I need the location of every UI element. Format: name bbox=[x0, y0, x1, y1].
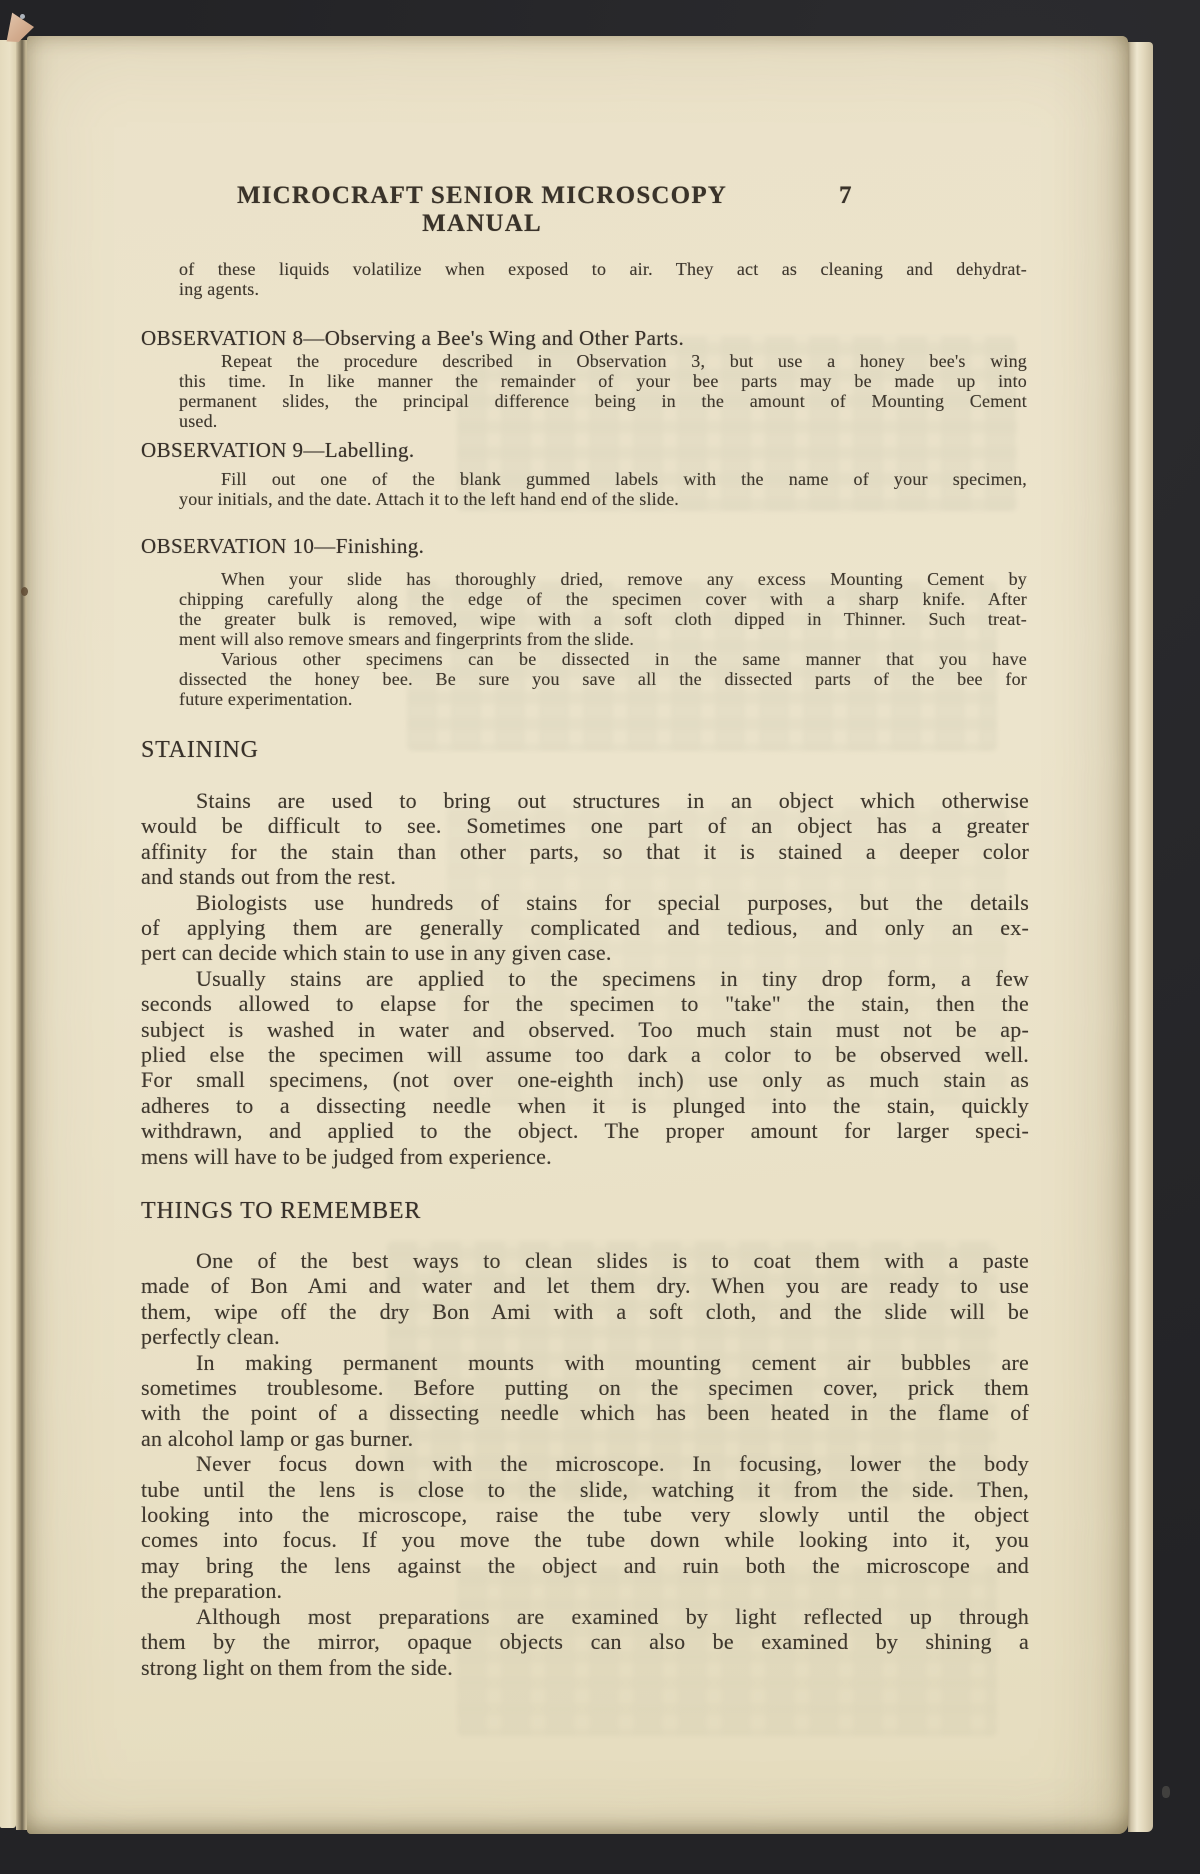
text-line: Repeat the procedure described in Observation 3, but use a honey bee's wing bbox=[221, 351, 1027, 371]
text-line: withdrawn, and applied to the object. The proper amount for larger speci- bbox=[141, 1118, 1029, 1144]
text-line: sometimes troublesome. Before putting on the specimen cover, prick them bbox=[141, 1375, 1029, 1401]
staining-section-body bbox=[141, 788, 1029, 1169]
text-line: strong light on them from the side. bbox=[141, 1654, 453, 1680]
text-line: of these liquids volatilize when exposed to air. They act as cleaning and dehydrat- bbox=[179, 259, 1027, 279]
text-line: seconds allowed to elapse for the specimen to "take" the stain, then the bbox=[141, 991, 1029, 1017]
observation-9-heading: OBSERVATION 9—Labelling. bbox=[141, 438, 415, 462]
scan-speck bbox=[20, 14, 25, 19]
text-line: In making permanent mounts with mounting cement air bubbles are bbox=[196, 1349, 1029, 1375]
text-line: looking into the microscope, raise the tube very slowly until the object bbox=[141, 1502, 1029, 1528]
observation-8-body bbox=[179, 351, 1027, 431]
running-head-title: MICROCRAFT SENIOR MICROSCOPY MANUAL bbox=[236, 182, 728, 237]
text-line: mens will have to be judged from experience. bbox=[141, 1143, 552, 1169]
page-block-edge bbox=[1128, 42, 1153, 1832]
text-line: Stains are used to bring out structures in an object which otherwise bbox=[196, 788, 1029, 813]
text-line: ing agents. bbox=[179, 279, 260, 299]
text-line: the greater bulk is removed, wipe with a soft cloth dipped in Thinner. Such treat- bbox=[179, 609, 1027, 629]
text-line: future experimentation. bbox=[179, 689, 353, 709]
observation-10-heading: OBSERVATION 10—Finishing. bbox=[141, 534, 425, 558]
text-line: pert can decide which stain to use in any given case. bbox=[141, 940, 612, 966]
text-line: Biologists use hundreds of stains for special purposes, but the details bbox=[196, 889, 1029, 915]
things-to-remember-heading: THINGS TO REMEMBER bbox=[141, 1198, 422, 1224]
page-number: 7 bbox=[839, 182, 852, 209]
text-line: One of the best ways to clean slides is to coat them with a paste bbox=[196, 1248, 1029, 1273]
text-line: may bring the lens against the object and ruin both the microscope and bbox=[141, 1552, 1029, 1578]
text-line: made of Bon Ami and water and let them dry. When you are ready to use bbox=[141, 1273, 1029, 1299]
text-line: affinity for the stain than other parts, so that it is stained a deeper color bbox=[141, 838, 1029, 864]
text-line: permanent slides, the principal difference being in the amount of Mounting Cement bbox=[179, 391, 1027, 411]
text-line: them, wipe off the dry Bon Ami with a soft cloth, and the slide will be bbox=[141, 1298, 1029, 1324]
text-line: Although most preparations are examined by light reflected up through bbox=[196, 1603, 1029, 1629]
text-line: them by the mirror, opaque objects can also be examined by shining a bbox=[141, 1629, 1029, 1655]
scan-speck bbox=[21, 587, 28, 596]
text-line: of applying them are generally complicated and tedious, and only an ex- bbox=[141, 915, 1029, 941]
text-line: an alcohol lamp or gas burner. bbox=[141, 1425, 414, 1451]
text-line: subject is washed in water and observed. Too much stain must not be ap- bbox=[141, 1016, 1029, 1042]
text-line: tube until the lens is close to the slide, watching it from the side. Then, bbox=[141, 1476, 1029, 1502]
staining-section-heading: STAINING bbox=[141, 737, 259, 763]
text-line: dissected the honey bee. Be sure you save all the dissected parts of the bee for bbox=[179, 669, 1027, 689]
text-line: would be difficult to see. Sometimes one part of an object has a greater bbox=[141, 813, 1029, 839]
observation-9-body bbox=[179, 469, 1027, 509]
text-line: Never focus down with the microscope. In focusing, lower the body bbox=[196, 1451, 1029, 1477]
scan-speck bbox=[1162, 1786, 1170, 1798]
text-line: When your slide has thoroughly dried, remove any excess Mounting Cement by bbox=[221, 569, 1027, 589]
text-line: your initials, and the date. Attach it to the left hand end of the slide. bbox=[179, 489, 679, 509]
text-line: adheres to a dissecting needle when it is plunged into the stain, quickly bbox=[141, 1092, 1029, 1118]
text-line: and stands out from the rest. bbox=[141, 864, 397, 890]
running-head bbox=[27, 182, 1128, 237]
text-line: Usually stains are applied to the specimens in tiny drop form, a few bbox=[196, 965, 1029, 991]
text-line: comes into focus. If you move the tube down while looking into it, you bbox=[141, 1527, 1029, 1553]
book-page bbox=[27, 36, 1128, 1834]
adjacent-page-edge bbox=[0, 40, 16, 1828]
text-line: the preparation. bbox=[141, 1578, 283, 1604]
text-line: ment will also remove smears and fingerprints from the slide. bbox=[179, 629, 635, 649]
text-line: chipping carefully along the edge of the specimen cover with a sharp knife. After bbox=[179, 589, 1027, 609]
observation-8-heading: OBSERVATION 8—Observing a Bee's Wing and Other Parts. bbox=[141, 326, 685, 350]
observation-10-body bbox=[179, 569, 1027, 709]
intro-continuation-paragraph bbox=[179, 259, 1027, 299]
text-line: Various other specimens can be dissected in the same manner that you have bbox=[221, 649, 1027, 669]
text-line: perfectly clean. bbox=[141, 1324, 280, 1350]
gutter-crease bbox=[16, 40, 27, 1830]
text-line: used. bbox=[179, 411, 218, 431]
text-line: plied else the specimen will assume too dark a color to be observed well. bbox=[141, 1042, 1029, 1068]
text-line: this time. In like manner the remainder of your bee parts may be made up into bbox=[179, 371, 1027, 391]
things-to-remember-body bbox=[141, 1248, 1029, 1680]
text-line: For small specimens, (not over one-eighth inch) use only as much stain as bbox=[141, 1067, 1029, 1093]
text-line: with the point of a dissecting needle which has been heated in the flame of bbox=[141, 1400, 1029, 1426]
text-line: Fill out one of the blank gummed labels with the name of your specimen, bbox=[221, 469, 1027, 489]
